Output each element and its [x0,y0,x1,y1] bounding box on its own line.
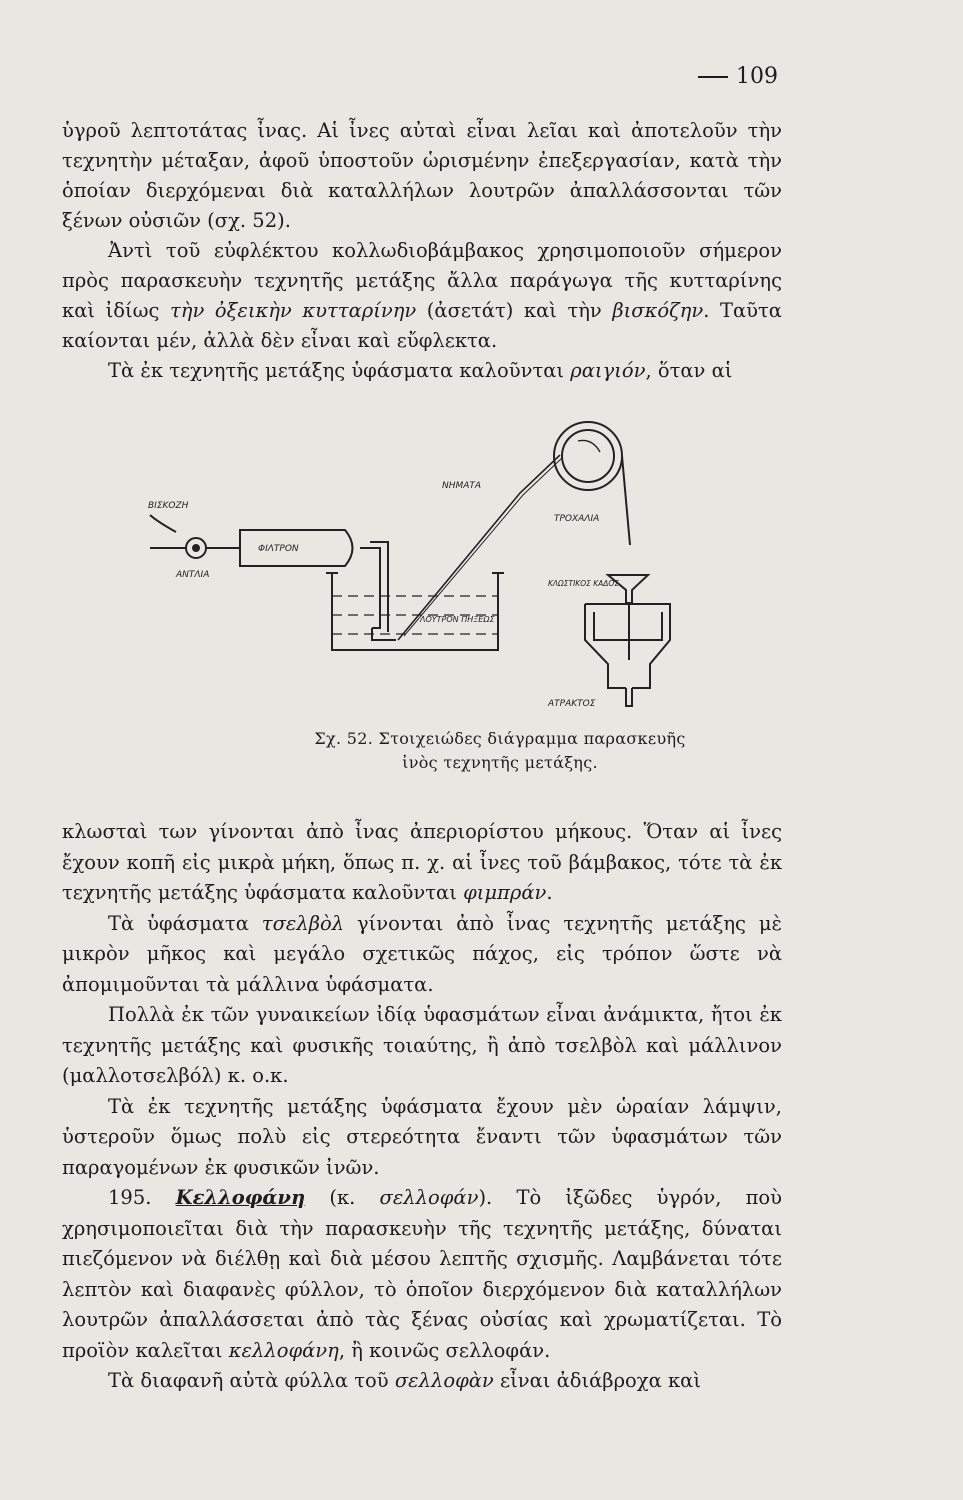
label-pulley: ΤΡΟΧΑΛΙΑ [554,514,600,524]
top-text-block [62,116,782,386]
section-title: Κελλοφάνη [175,1186,306,1209]
spindle [626,688,632,706]
paragraph: Ἀντὶ τοῦ εὐφλέκτου κολλωδιοβάμβακος χρησιμοποιοῦν σήμερον πρὸς παρασκευὴν τεχνητῆς μετάξης ἄλλα παράγωγα τῆς κυτταρίνης καὶ ἰδίως τὴν ὀξεικὴν κυτταρίνην (ἀσετάτ) καὶ τὴν βισκόζην. Ταῦτα καίονται μέν, ἀλλὰ δὲν εἶναι καὶ εὔφλεκτα. [62,239,782,352]
label-spinning-box: ΚΛΩΣΤΙΚΟΣ ΚΑΔΟΣ [548,579,620,588]
paragraph: Τὰ διαφανῆ αὐτὰ φύλλα τοῦ σελλοφὰν εἶναι ἀδιάβροχα καὶ [108,1369,701,1392]
paragraph: κλωσταὶ των γίνονται ἀπὸ ἶνας ἀπεριορίστου μήκους. Ὅταν αἱ ἶνες ἔχουν κοπῆ εἰς μικρὰ μήκη, ὅπως π. χ. αἱ ἶνες τοῦ βάμβακος, τότε τὰ ἐκ τεχνητῆς μετάξης ὑφάσματα καλοῦνται φιμπράν. [62,820,782,904]
bottom-text-block [62,817,782,1397]
coagulation-bath [332,573,498,650]
paragraph: Τὰ ὑφάσματα τσελβὸλ γίνονται ἀπὸ ἶνας τεχνητῆς μετάξης μὲ μικρὸν μῆκος καὶ μεγάλο σχετικῶς πάχος, εἰς τρόπον ὥστε νὰ ἀπομιμοῦνται τὰ μάλλινα ὑφάσματα. [62,911,783,996]
figure-caption: Σχ. 52. Στοιχειώδες διάγραμμα παρασκευῆς ἰνὸς τεχνητῆς μετάξης. [314,729,686,772]
label-pump: ΑΝΤΛΙΑ [176,570,210,580]
label-bath: ΛΟΥΤΡΟΝ ΠΗΞΕΩΣ [420,615,495,624]
page-number: 109 [698,64,778,89]
label-filaments: ΝΗΜΑΤΑ [442,481,482,491]
label-filter: ΦΙΛΤΡΟΝ [258,544,299,554]
paragraph: Τὰ ἐκ τεχνητῆς μετάξης ὑφάσματα καλοῦνται ραιγιόν, ὅταν αἱ [108,359,733,382]
paragraph: Τὰ ἐκ τεχνητῆς μετάξης ὑφάσματα ἔχουν μὲν ὡραίαν λάμψιν, ὑστεροῦν ὅμως πολὺ εἰς στερεότητα ἔναντι τῶν ὑφασμάτων τῶν παραγομένων ἐκ φυσικῶν ἰνῶν. [62,1094,782,1179]
pulley-icon [554,422,622,490]
label-spindle: ΑΤΡΑΚΤΟΣ [548,699,596,709]
paragraph: ὑγροῦ λεπτοτάτας ἶνας. Αἱ ἶνες αὐταὶ εἶναι λεῖαι καὶ ἀποτελοῦν τὴν τεχνητὴν μέταξαν, ἀφοῦ ὑποστοῦν ὡρισμένην ἐπεξεργασίαν, κατὰ τὴν ὁποίαν διερχόμεναι διὰ καταλλήλων λουτρῶν ἀπαλλάσσονται τῶν ξένων οὐσιῶν (σχ. 52). [62,119,782,232]
section-195: 195. Κελλοφάνη (κ. σελλοφάν). Τὸ ἰξῶδες ὑγρόν, ποὺ χρησιμοποιεῖται διὰ τὴν παρασκευὴν τῆς τεχνητῆς μετάξης, δύναται πιεζόμενον νὰ διέλθῃ καὶ διὰ μέσου λεπτῆς σχισμῆς. Λαμβάνεται τότε λεπτὸν καὶ διαφανὲς φύλλον, τὸ ὁποῖον διερχόμενον διὰ καταλλήλων λουτρῶν ἀπαλλάσσεται ἀπὸ τὰς ξένας οὐσίας καὶ χρωματίζεται. Τὸ προϊὸν καλεῖται κελλοφάνη, ἢ κοινῶς σελλοφάν. [62,1186,783,1362]
label-viscose: ΒΙΣΚΟΖΗ [148,501,189,511]
paragraph: Πολλὰ ἐκ τῶν γυναικείων ἰδίᾳ ὑφασμάτων εἶναι ἀνάμικτα, ἤτοι ἐκ τεχνητῆς μετάξης καὶ φυσικῆς τοιαύτης, ἢ ἀπὸ τσελβὸλ καὶ μάλλινον (μαλλοτσελβόλ) κ. ο.κ. [62,1003,782,1087]
figure-52-diagram [0,415,963,720]
